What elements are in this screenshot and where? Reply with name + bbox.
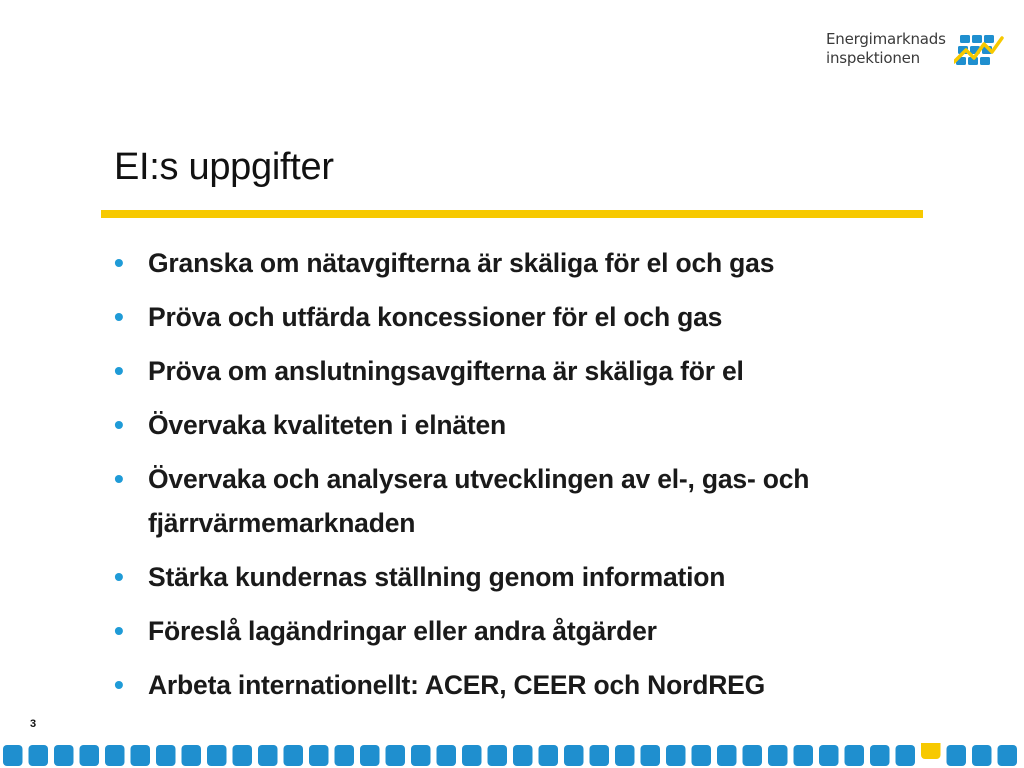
footer-tile bbox=[207, 745, 227, 766]
footer-tile bbox=[641, 745, 661, 766]
footer-tile bbox=[258, 745, 278, 766]
bullet-icon: • bbox=[114, 301, 124, 332]
bullet-list bbox=[114, 241, 934, 717]
footer-tile bbox=[998, 745, 1018, 766]
bullet-item bbox=[114, 403, 934, 447]
bullet-icon: • bbox=[114, 355, 124, 386]
footer-tile bbox=[80, 745, 100, 766]
footer-tile bbox=[564, 745, 584, 766]
bullet-text: Pröva om anslutningsavgifterna är skäliga för el bbox=[148, 356, 744, 386]
slide-title: EI:s uppgifter bbox=[114, 146, 334, 188]
footer-tile bbox=[131, 745, 151, 766]
bullet-item bbox=[114, 555, 934, 599]
logo bbox=[826, 30, 1006, 72]
footer-tile bbox=[717, 745, 737, 766]
footer-tile bbox=[794, 745, 814, 766]
footer-tile bbox=[233, 745, 253, 766]
logo-text bbox=[826, 30, 946, 68]
footer-tile bbox=[335, 745, 355, 766]
page-number: 3 bbox=[30, 718, 37, 730]
footer-tile-strip bbox=[0, 743, 1024, 768]
bullet-text: Arbeta internationellt: ACER, CEER och NordREG bbox=[148, 670, 766, 700]
footer-tile-highlight bbox=[921, 743, 941, 759]
bullet-text: Övervaka kvaliteten i elnäten bbox=[148, 410, 507, 440]
footer-tile bbox=[870, 745, 890, 766]
footer-tile bbox=[105, 745, 125, 766]
bullet-item bbox=[114, 609, 934, 653]
bullet-item bbox=[114, 457, 934, 545]
footer-tile bbox=[437, 745, 457, 766]
bullet-icon: • bbox=[114, 561, 124, 592]
footer-tile bbox=[54, 745, 74, 766]
footer-tile bbox=[386, 745, 406, 766]
bullet-text: Pröva och utfärda koncessioner för el och gas bbox=[148, 302, 723, 332]
bullet-icon: • bbox=[114, 463, 124, 494]
footer-tile bbox=[615, 745, 635, 766]
footer-tile bbox=[513, 745, 533, 766]
bullet-icon: • bbox=[114, 669, 124, 700]
footer-tile bbox=[539, 745, 559, 766]
bullet-item bbox=[114, 295, 934, 339]
footer-tile bbox=[3, 745, 23, 766]
footer-tile bbox=[768, 745, 788, 766]
footer-tile bbox=[156, 745, 176, 766]
footer-tile bbox=[692, 745, 712, 766]
bullet-text: Stärka kundernas ställning genom information bbox=[148, 562, 726, 592]
bullet-item bbox=[114, 349, 934, 393]
footer-tile bbox=[743, 745, 763, 766]
footer-tile bbox=[947, 745, 967, 766]
footer-tile bbox=[284, 745, 304, 766]
bullet-text: Övervaka och analysera utvecklingen av el-, gas- och fjärrvärmemarknaden bbox=[148, 464, 810, 538]
bullet-item bbox=[114, 241, 934, 285]
footer-tile bbox=[29, 745, 49, 766]
title-underline bbox=[101, 210, 923, 218]
bullet-icon: • bbox=[114, 409, 124, 440]
footer-tile bbox=[819, 745, 839, 766]
logo-grid-icon bbox=[954, 32, 1004, 68]
bullet-icon: • bbox=[114, 247, 124, 278]
bullet-icon: • bbox=[114, 615, 124, 646]
footer-tile bbox=[488, 745, 508, 766]
logo-line-1: Energimarknads bbox=[826, 30, 946, 48]
footer-tile bbox=[309, 745, 329, 766]
logo-line-2: inspektionen bbox=[826, 49, 920, 67]
footer-tile bbox=[411, 745, 431, 766]
bullet-item bbox=[114, 663, 934, 707]
footer-tile bbox=[845, 745, 865, 766]
footer-tile bbox=[360, 745, 380, 766]
footer-tile bbox=[590, 745, 610, 766]
bullet-text: Granska om nätavgifterna är skäliga för el och gas bbox=[148, 248, 775, 278]
footer-tile bbox=[462, 745, 482, 766]
footer-tile bbox=[182, 745, 202, 766]
footer-tile bbox=[666, 745, 686, 766]
footer-tile bbox=[896, 745, 916, 766]
footer-tile bbox=[972, 745, 992, 766]
bullet-text: Föreslå lagändringar eller andra åtgärder bbox=[148, 616, 657, 646]
